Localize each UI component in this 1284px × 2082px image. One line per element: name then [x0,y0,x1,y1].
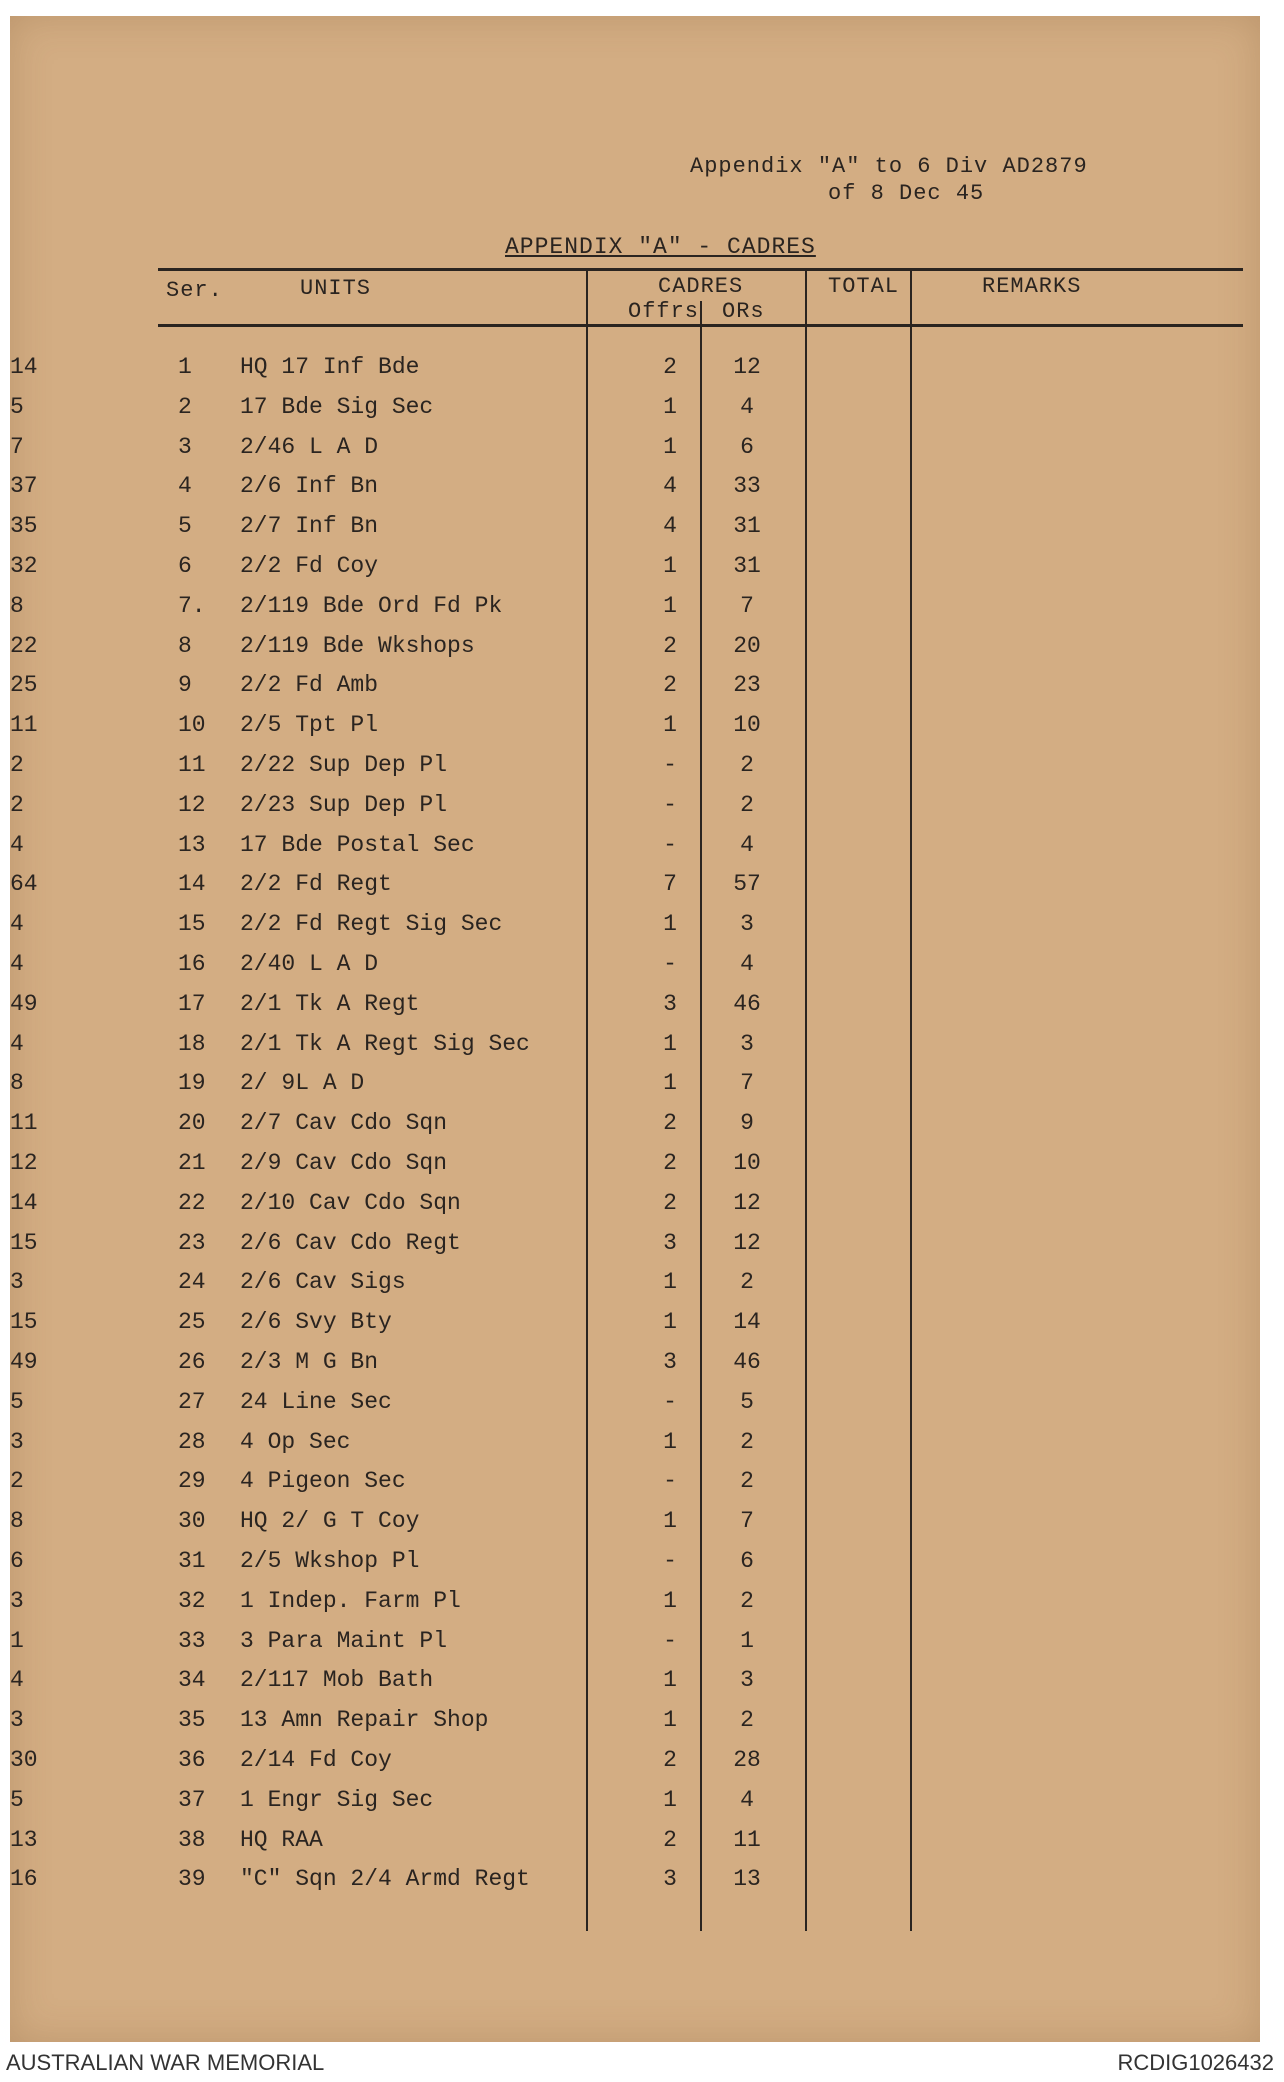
table-row [10,1429,1260,1469]
table-row [10,394,1260,434]
unit-cell: 2/119 Bde Ord Fd Pk [240,592,503,619]
offrs-cell: 2 [663,1826,677,1853]
total-cell: 49 [10,1349,38,1375]
offrs-cell: - [663,752,677,778]
offrs-cell: - [663,831,677,858]
unit-cell: 2/ 9L A D [240,1070,365,1097]
total-cell: 4 [10,831,24,858]
unit-cell: HQ 17 Inf Bde [240,354,420,380]
total-cell: 11 [10,712,38,739]
unit-cell: 2/1 Tk A Regt [240,990,420,1017]
offrs-cell: 3 [663,1229,677,1256]
unit-cell: 2/6 Svy Bty [240,1309,392,1336]
ser-cell: 6 [178,553,192,579]
ors-cell: 33 [733,473,761,500]
table-row [10,1349,1260,1389]
ser-cell: 30 [178,1508,206,1535]
ors-cell: 6 [740,1548,754,1574]
offrs-cell: 1 [663,911,677,938]
total-cell: 14 [10,354,38,380]
ser-cell: 12 [178,791,206,818]
unit-cell: 2/10 Cav Cdo Sqn [240,1189,461,1216]
offrs-cell: 2 [663,1150,677,1176]
offrs-cell: 2 [663,1110,677,1137]
ser-cell: 28 [178,1428,206,1455]
ors-cell: 14 [733,1309,761,1336]
table-row [10,1667,1260,1707]
header-cadres: CADRES [658,274,744,299]
offrs-cell: 1 [663,1587,677,1614]
table-row [10,1787,1260,1827]
ser-cell: 37 [178,1786,206,1813]
ser-cell: 25 [178,1309,206,1336]
ser-cell: 33 [178,1627,206,1654]
table-row [10,1110,1260,1150]
page-title: APPENDIX "A" - CADRES [505,234,816,260]
total-cell: 3 [10,1707,24,1734]
ors-cell: 12 [733,354,761,380]
ser-cell: 3 [178,433,192,460]
unit-cell: 2/5 Wkshop Pl [240,1548,420,1574]
offrs-cell: 1 [663,553,677,579]
ser-cell: 35 [178,1707,206,1734]
unit-cell: 17 Bde Sig Sec [240,393,434,420]
ser-cell: 5 [178,513,192,540]
offrs-cell: 1 [663,1030,677,1057]
ser-cell: 14 [178,871,206,898]
table-row [10,1707,1260,1747]
unit-cell: 2/5 Tpt Pl [240,712,379,739]
ors-cell: 46 [733,990,761,1017]
ors-cell: 2 [740,752,754,778]
ser-cell: 1 [178,354,192,380]
table-row [10,1190,1260,1230]
offrs-cell: 2 [663,672,677,699]
total-cell: 6 [10,1548,24,1574]
unit-cell: 2/117 Mob Bath [240,1667,434,1694]
table-row [10,1070,1260,1110]
total-cell: 8 [10,1508,24,1535]
ser-cell: 8 [178,632,192,659]
total-cell: 15 [10,1229,38,1256]
ors-cell: 3 [740,1667,754,1694]
table-row [10,1150,1260,1190]
header-total: TOTAL [828,274,900,299]
offrs-cell: 1 [663,1508,677,1535]
total-cell: 3 [10,1587,24,1614]
ors-cell: 2 [740,1468,754,1495]
unit-cell: 2/14 Fd Coy [240,1747,392,1773]
table-row [10,1269,1260,1309]
table-row [10,752,1260,792]
unit-cell: 2/6 Cav Cdo Regt [240,1229,461,1256]
offrs-cell: - [663,1627,677,1654]
total-cell: 32 [10,553,38,579]
header-ser: Ser. [166,278,223,303]
unit-cell: 2/2 Fd Amb [240,672,379,699]
total-cell: 35 [10,513,38,540]
table-row [10,1747,1260,1787]
table-row [10,832,1260,872]
table-row [10,1508,1260,1548]
total-cell: 8 [10,592,24,619]
ser-cell: 39 [178,1866,206,1893]
offrs-cell: - [663,1388,677,1415]
ors-cell: 10 [733,712,761,739]
offrs-cell: 2 [663,632,677,659]
unit-cell: 13 Amn Repair Shop [240,1707,489,1734]
ser-cell: 10 [178,712,206,739]
ser-cell: 31 [178,1548,206,1574]
offrs-cell: 1 [663,1667,677,1694]
unit-cell: 2/6 Cav Sigs [240,1269,406,1296]
total-cell: 13 [10,1826,38,1853]
unit-cell: 2/23 Sup Dep Pl [240,791,448,818]
offrs-cell: 4 [663,473,677,500]
ors-cell: 31 [733,513,761,540]
ors-cell: 20 [733,632,761,659]
ors-cell: 4 [740,831,754,858]
ors-cell: 2 [740,1428,754,1455]
total-cell: 8 [10,1070,24,1097]
archive-name: AUSTRALIAN WAR MEMORIAL [6,2050,325,2075]
total-cell: 12 [10,1150,38,1176]
ser-cell: 27 [178,1388,206,1415]
table-row [10,633,1260,673]
table-row [10,911,1260,951]
ser-cell: 2 [178,393,192,420]
offrs-cell: 2 [663,1189,677,1216]
ors-cell: 2 [740,1707,754,1734]
ors-cell: 2 [740,791,754,818]
total-cell: 5 [10,1388,24,1415]
ser-cell: 9 [178,672,192,699]
unit-cell: 2/1 Tk A Regt Sig Sec [240,1030,530,1057]
table-row [10,991,1260,1031]
unit-cell: 2/3 M G Bn [240,1349,379,1375]
total-cell: 22 [10,632,38,659]
ser-cell: 19 [178,1070,206,1097]
ors-cell: 4 [740,393,754,420]
table-row [10,1548,1260,1588]
total-cell: 30 [10,1747,38,1773]
ser-cell: 29 [178,1468,206,1495]
archive-footer [0,2044,1284,2082]
offrs-cell: 1 [663,1269,677,1296]
table-row [10,1309,1260,1349]
total-cell: 5 [10,393,24,420]
header-remarks: REMARKS [982,274,1082,299]
unit-cell: 1 Engr Sig Sec [240,1786,434,1813]
offrs-cell: 2 [663,354,677,380]
unit-cell: HQ 2/ G T Coy [240,1508,420,1535]
unit-cell: 24 Line Sec [240,1388,392,1415]
unit-cell: 2/22 Sup Dep Pl [240,752,448,778]
table-row [10,1588,1260,1628]
ser-cell: 20 [178,1110,206,1137]
table-row [10,792,1260,832]
total-cell: 14 [10,1189,38,1216]
ser-cell: 24 [178,1269,206,1296]
ser-cell: 4 [178,473,192,500]
ser-cell: 21 [178,1150,206,1176]
ors-cell: 7 [740,1070,754,1097]
ors-cell: 46 [733,1349,761,1375]
appendix-reference: Appendix "A" to 6 Div AD2879 [690,154,1088,179]
ors-cell: 7 [740,592,754,619]
unit-cell: 2/9 Cav Cdo Sqn [240,1150,448,1176]
offrs-cell: 1 [663,592,677,619]
ser-cell: 7. [178,592,206,619]
offrs-cell: 3 [663,1866,677,1893]
archive-id: RCDIG1026432 [1117,2050,1274,2075]
unit-cell: 2/2 Fd Regt [240,871,392,898]
table-row [10,1866,1260,1906]
table-row [10,1468,1260,1508]
unit-cell: 2/40 L A D [240,951,379,977]
total-cell: 49 [10,990,38,1017]
offrs-cell: 3 [663,990,677,1017]
ors-cell: 23 [733,672,761,699]
ors-cell: 2 [740,1587,754,1614]
offrs-cell: 2 [663,1747,677,1773]
unit-cell: 2/6 Inf Bn [240,473,379,500]
ors-cell: 9 [740,1110,754,1137]
table-top-rule [158,268,1243,271]
table-row [10,1628,1260,1668]
total-cell: 4 [10,1667,24,1694]
total-cell: 4 [10,1030,24,1057]
ser-cell: 11 [178,752,206,778]
total-cell: 16 [10,1866,38,1893]
unit-cell: 2/46 L A D [240,433,379,460]
table-row [10,1230,1260,1270]
unit-cell: 2/2 Fd Coy [240,553,379,579]
table-row [10,1031,1260,1071]
ser-cell: 13 [178,831,206,858]
ors-cell: 10 [733,1150,761,1176]
ors-cell: 12 [733,1189,761,1216]
unit-cell: 17 Bde Postal Sec [240,831,475,858]
offrs-cell: 1 [663,712,677,739]
ser-cell: 16 [178,951,206,977]
table-row [10,672,1260,712]
table-row [10,712,1260,752]
ors-cell: 11 [733,1826,761,1853]
total-cell: 11 [10,1110,38,1137]
ser-cell: 17 [178,990,206,1017]
unit-cell: 2/119 Bde Wkshops [240,632,475,659]
table-row [10,593,1260,633]
ors-cell: 13 [733,1866,761,1893]
ors-cell: 4 [740,951,754,977]
table-row [10,871,1260,911]
ors-cell: 12 [733,1229,761,1256]
ors-cell: 3 [740,1030,754,1057]
ors-cell: 28 [733,1747,761,1773]
ser-cell: 26 [178,1349,206,1375]
ser-cell: 32 [178,1587,206,1614]
table-row [10,553,1260,593]
unit-cell: 4 Pigeon Sec [240,1468,406,1495]
ors-cell: 5 [740,1388,754,1415]
table-row [10,1389,1260,1429]
ser-cell: 36 [178,1747,206,1773]
ser-cell: 15 [178,911,206,938]
total-cell: 2 [10,1468,24,1495]
ors-cell: 1 [740,1627,754,1654]
offrs-cell: 1 [663,433,677,460]
unit-cell: 1 Indep. Farm Pl [240,1587,461,1614]
header-units: UNITS [300,276,372,301]
total-cell: 3 [10,1269,24,1296]
offrs-cell: 1 [663,1428,677,1455]
total-cell: 4 [10,951,24,977]
ors-cell: 4 [740,1786,754,1813]
unit-cell: 2/7 Inf Bn [240,513,379,540]
total-cell: 15 [10,1309,38,1336]
offrs-cell: - [663,1468,677,1495]
table-row [10,473,1260,513]
ser-cell: 22 [178,1189,206,1216]
table-row [10,354,1260,394]
header-ors: ORs [722,299,765,324]
ors-cell: 31 [733,553,761,579]
unit-cell: 2/7 Cav Cdo Sqn [240,1110,448,1137]
offrs-cell: 1 [663,393,677,420]
offrs-cell: - [663,791,677,818]
ser-cell: 34 [178,1667,206,1694]
table-row [10,434,1260,474]
total-cell: 25 [10,672,38,699]
total-cell: 2 [10,752,24,778]
offrs-cell: 1 [663,1309,677,1336]
total-cell: 2 [10,791,24,818]
unit-cell: HQ RAA [240,1826,323,1853]
total-cell: 3 [10,1428,24,1455]
ors-cell: 7 [740,1508,754,1535]
table-row [10,951,1260,991]
appendix-date: of 8 Dec 45 [828,181,985,206]
ser-cell: 38 [178,1826,206,1853]
total-cell: 1 [10,1627,24,1654]
ors-cell: 6 [740,433,754,460]
unit-cell: 2/2 Fd Regt Sig Sec [240,911,503,938]
total-cell: 64 [10,871,38,898]
ser-cell: 18 [178,1030,206,1057]
offrs-cell: 1 [663,1707,677,1734]
offrs-cell: - [663,1548,677,1574]
table-row [10,513,1260,553]
offrs-cell: 7 [663,871,677,898]
ors-cell: 2 [740,1269,754,1296]
document-page [10,16,1260,2042]
unit-cell: 4 Op Sec [240,1428,351,1455]
total-cell: 5 [10,1786,24,1813]
ser-cell: 23 [178,1229,206,1256]
offrs-cell: 1 [663,1786,677,1813]
offrs-cell: 1 [663,1070,677,1097]
offrs-cell: - [663,951,677,977]
total-cell: 37 [10,473,38,500]
unit-cell: "C" Sqn 2/4 Armd Regt [240,1866,530,1893]
ors-cell: 57 [733,871,761,898]
total-cell: 4 [10,911,24,938]
table-row [10,1827,1260,1867]
offrs-cell: 4 [663,513,677,540]
header-offrs: Offrs [628,299,700,324]
offrs-cell: 3 [663,1349,677,1375]
ors-cell: 3 [740,911,754,938]
unit-cell: 3 Para Maint Pl [240,1627,448,1654]
total-cell: 7 [10,433,24,460]
